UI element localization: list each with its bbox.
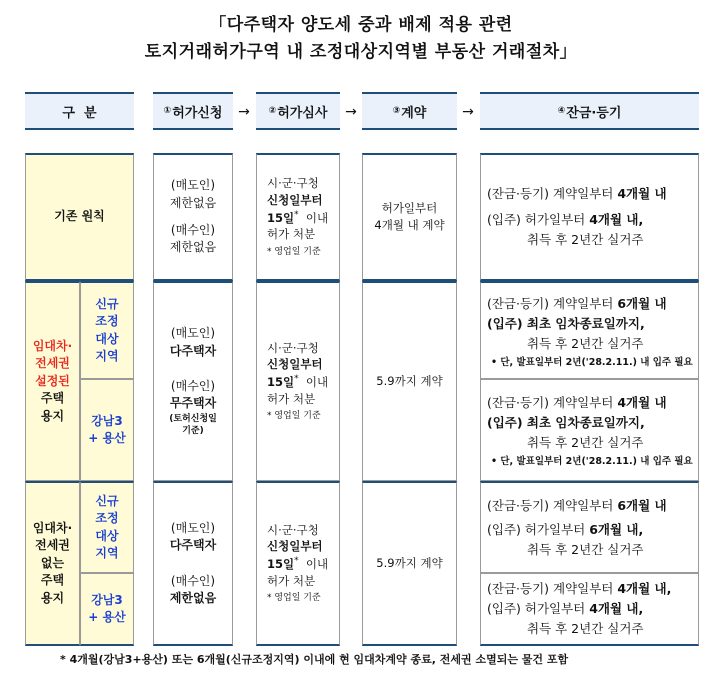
review-unleased: 시·군·구청 신청일부터 15일* 이내 허가 처분 * 영업일 기준 [256, 481, 340, 646]
review-default: 시·군·구청 신청일부터 15일* 이내 허가 처분 * 영업일 기준 [256, 153, 340, 281]
title-line-1: 「다주택자 양도세 중과 배제 적용 관련 [209, 15, 513, 35]
header-contract: ③ 계약 [362, 92, 457, 130]
contract-unleased: 5.9까지 계약 [362, 481, 457, 646]
arrow-icon: → [345, 104, 357, 120]
sub-label-gangnam3-yongsan: 강남3 + 용산 [80, 573, 134, 646]
sub-label-new-regulated: 신규 조정 대상 지역 [80, 481, 134, 573]
row-label-default: 기존 원칙 [25, 153, 134, 281]
footnote: * 4개월(강남3+용산) 또는 6개월(신규조정지역) 이내에 현 임대차계약 종료, 전세권 소멸되는 물건 포함 [60, 653, 569, 666]
contract-default: 허가일부터 4개월 내 계약 [362, 153, 457, 281]
contract-leased: 5.9까지 계약 [362, 281, 457, 481]
header-category: 구 분 [25, 92, 134, 130]
row-label-leased: 임대차· 전세권 설정된 주택 용지 [25, 281, 80, 481]
sub-label-gangnam3-yongsan: 강남3 + 용산 [80, 379, 134, 481]
settlement-unleased-gangnam: (잔금·등기) 계약일부터 4개월 내, (입주) 허가일부터 4개월 내, 취득 후 2년간 실거주 [480, 573, 699, 646]
sub-label-new-regulated: 신규 조정 대상 지역 [80, 281, 134, 379]
header-settlement: ④ 잔금·등기 [480, 92, 699, 130]
apply-default: (매도인) 제한없음 (매수인) 제한없음 [153, 153, 233, 281]
header-apply: ① 허가신청 [153, 92, 233, 130]
apply-leased: (매도인) 다주택자 (매수인) 무주택자 (토허신청일 기준) [153, 281, 233, 481]
apply-unleased: (매도인) 다주택자 (매수인) 제한없음 [153, 481, 233, 646]
settlement-leased-gangnam: (잔금·등기) 계약일부터 4개월 내 (입주) 최초 임차종료일까지, 취득 후 2년간 실거주 • 단, 발표일부터 2년('28.2.11.) 내 입주 필요 [480, 379, 699, 481]
settlement-default: (잔금·등기) 계약일부터 4개월 내 (입주) 허가일부터 4개월 내, 취득 후 2년간 실거주 [480, 153, 699, 281]
settlement-leased-new: (잔금·등기) 계약일부터 6개월 내 (입주) 최초 임차종료일까지, 취득 후 2년간 실거주 • 단, 발표일부터 2년('28.2.11.) 내 입주 필요 [480, 281, 699, 379]
arrow-icon: → [238, 104, 250, 120]
settlement-unleased-new: (잔금·등기) 계약일부터 6개월 내 (입주) 허가일부터 6개월 내, 취득 후 2년간 실거주 [480, 481, 699, 573]
title-line-2: 토지거래허가구역 내 조정대상지역별 부동산 거래절차」 [144, 42, 578, 62]
header-review: ② 허가심사 [256, 92, 340, 130]
review-leased: 시·군·구청 신청일부터 15일* 이내 허가 처분 * 영업일 기준 [256, 281, 340, 481]
arrow-icon: → [462, 104, 474, 120]
row-label-unleased: 임대차· 전세권 없는 주택 용지 [25, 481, 80, 646]
